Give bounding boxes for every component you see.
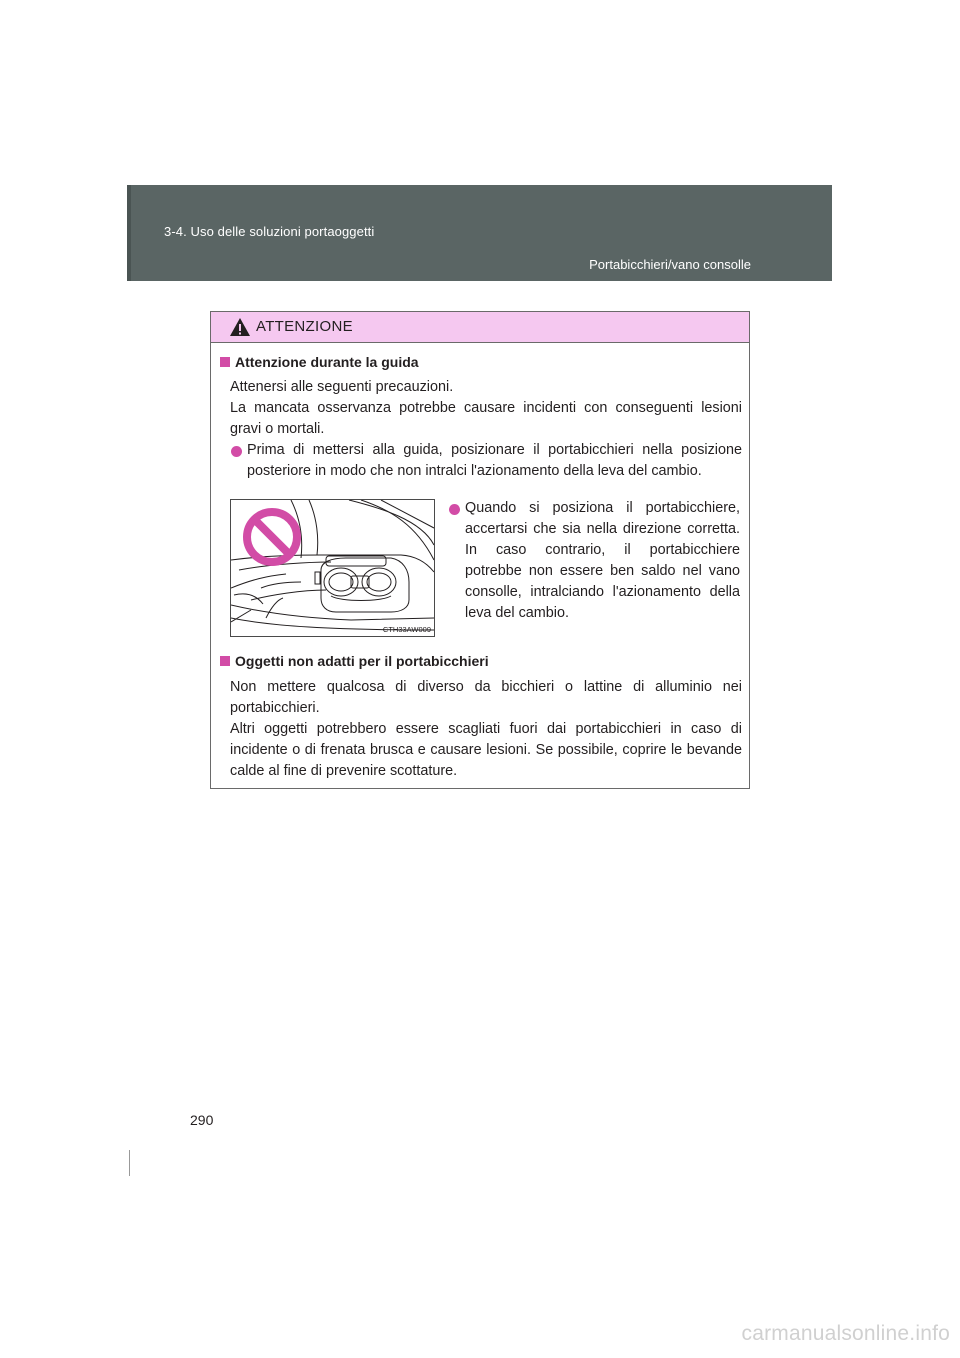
section-heading-text: Oggetti non adatti per il portabicchieri: [235, 653, 489, 669]
section-body: La mancata osservanza potrebbe causare incidenti con conseguenti lesioni gravi o mortali.: [230, 400, 742, 437]
bullet-dot-icon: [449, 504, 460, 515]
section-intro: Attenersi alle seguenti precauzioni.: [230, 379, 454, 395]
section-label: 3-4. Uso delle soluzioni portaoggetti: [164, 224, 375, 239]
square-bullet-icon: [220, 656, 230, 666]
warning-box: [210, 311, 750, 789]
illustration-code: CTH33AW009: [382, 625, 431, 634]
section-body: Non mettere qualcosa di diverso da bicchieri o lattine di alluminio nei portabicchieri.: [230, 679, 742, 716]
section-body: Altri oggetti potrebbero essere scagliati fuori dai portabicchieri in caso di incidente o di frenata brusca e causare lesioni. Se possibile, coprire le bevande calde al fine di prevenire scottature.: [230, 721, 742, 779]
section-heading-oggetti: [220, 653, 489, 669]
bullet-text: Prima di mettersi alla guida, posizionare il portabicchieri nella posizione posteriore in modo che non intralci l'azionamento della leva del cambio.: [247, 442, 742, 479]
header-band: [127, 185, 832, 281]
prohibition-icon: [241, 506, 303, 568]
warning-triangle-icon: [229, 317, 251, 337]
warning-title: ATTENZIONE: [256, 318, 353, 335]
section-heading-text: Attenzione durante la guida: [235, 354, 419, 370]
bullet-text: Quando si posiziona il portabicchiere, accertarsi che sia nella direzione corretta. In caso contrario, il portabicchiere potrebbe non essere ben saldo nel vano consolle, intralciando l'azionamento della leva del cambio.: [465, 500, 740, 621]
page-number: 290: [190, 1112, 214, 1128]
square-bullet-icon: [220, 357, 230, 367]
page-subtitle: Portabicchieri/vano consolle: [589, 257, 751, 272]
footer-rule: [129, 1150, 130, 1176]
watermark: carmanualsonline.info: [741, 1322, 950, 1345]
warning-header: [211, 312, 749, 343]
header-edge: [127, 185, 131, 281]
section-heading-guida: [220, 354, 419, 370]
bullet-dot-icon: [231, 446, 242, 457]
cupholder-illustration: [230, 499, 435, 637]
